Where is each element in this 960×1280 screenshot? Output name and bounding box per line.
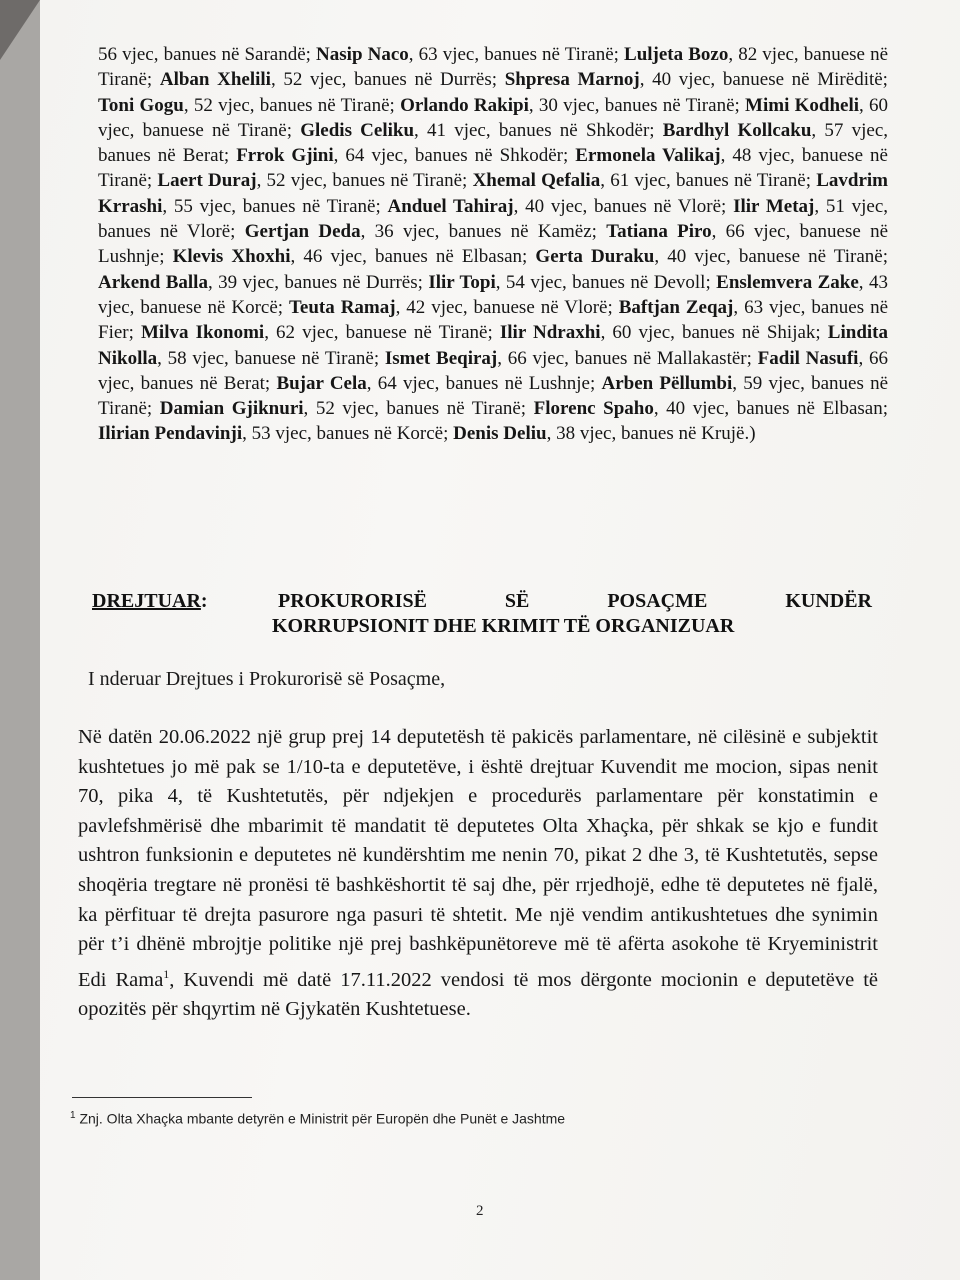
deputy-name: Arben Pëllumbi xyxy=(601,372,733,394)
deputy-name: Damian Gjiknuri xyxy=(159,398,304,420)
deputy-name: Bujar Cela xyxy=(276,372,367,394)
deputy-name: Teuta Ramaj xyxy=(289,296,396,318)
body-text-continued: , Kuvendi më datë 17.11.2022 vendosi të mos dërgonte mocionin e deputetëve të opozitës për shqyrtim në Gjykatën Kushtetuese. xyxy=(78,968,878,1021)
body-text: Në datën 20.06.2022 një grup prej 14 deputetësh të pakicës parlamentare, në cilësinë e subjektit kushtetues jo më pak se 1/10-ta e deputetëve, i është drejtuar Kuvendit me mocion, sipas nenit 70, pika 4, të Kushtetutës, për ndjekjen e procedurës parlamentare për konstatimin e pavlefshmërisë dhe mbarimit të mandatit të deputetes Olta Xhaçka, për shkak se kjo e fundit ushtron funksionin e deputetes në kundërshtim me nenin 70, pikat 2 dhe 3, të Kushtetutës, sepse shoqëria tregtare në pronësi të bashkëshortit të saj dhe, për rrjedhojë, edhe të deputetes në fjalë, ka përfituar të drejta pasurore nga pasuri të shtetit. Me një vendim antikushtetues dhe synimin për t’i dhënë mbrojtje politike një prej bashkëpunëtoreve më të afërta asokohe të Kryeministrit Edi Rama xyxy=(78,726,878,991)
document-page xyxy=(40,0,960,1280)
deputy-name: Ilir Ndraxhi xyxy=(499,322,601,344)
deputy-details: , 40 vjec, banuese në Tiranë; xyxy=(654,246,889,268)
deputy-details: , 64 vjec, banues në Shkodër; xyxy=(333,145,576,167)
deputy-name: Florenc Spaho xyxy=(533,398,654,420)
deputy-details: , 52 vjec, banues në Tiranë; xyxy=(303,398,534,420)
deputy-name: Frrok Gjini xyxy=(236,145,334,167)
deputy-name: Klevis Xhoxhi xyxy=(172,246,291,268)
deputy-name: Bardhyl Kollcaku xyxy=(662,119,812,141)
deputy-details: , 62 vjec, banuese në Tiranë; xyxy=(264,322,500,344)
deputy-name: Mimi Kodheli xyxy=(745,94,860,116)
deputy-name: Laert Duraj xyxy=(157,170,257,192)
addressee-word: PROKURORISË xyxy=(278,590,427,612)
addressee-line2: KORRUPSIONIT DHE KRIMIT TË ORGANIZUAR xyxy=(272,615,735,637)
deputy-details: , 53 vjec, banues në Korcë; xyxy=(242,423,454,445)
deputy-name: Milva Ikonomi xyxy=(140,322,265,344)
footnote-marker: 1 xyxy=(70,1110,76,1121)
footnote-reference: 1 xyxy=(163,966,170,981)
deputy-name: Baftjan Zeqaj xyxy=(618,296,734,318)
deputy-name: Gledis Celiku xyxy=(300,119,415,141)
deputy-details: , 55 vjec, banues në Tiranë; xyxy=(162,195,388,217)
deputy-details: , 48 vjec, banuese në Tiranë; xyxy=(98,145,888,192)
deputy-name: Anduel Tahiraj xyxy=(387,195,514,217)
deputy-details: , 66 vjec, banues në Mallakastër; xyxy=(497,347,758,369)
footnote-divider xyxy=(72,1097,252,1098)
deputy-name: Lavdrim Krrashi xyxy=(98,170,888,217)
deputies-list xyxy=(98,42,888,447)
deputy-details: , 52 vjec, banues në Durrës; xyxy=(270,69,505,91)
deputy-details: , 41 vjec, banues në Shkodër; xyxy=(414,119,663,141)
deputy-details: , 63 vjec, banues në Tiranë; xyxy=(408,44,625,65)
salutation: I nderuar Drejtues i Prokurorisë së Posaçme, xyxy=(88,668,446,690)
deputy-details: , 46 vjec, banues në Elbasan; xyxy=(290,246,536,268)
deputy-details: , 42 vjec, banuese në Vlorë; xyxy=(395,296,619,318)
deputy-details: , 54 vjec, banues në Devoll; xyxy=(495,271,717,293)
deputy-name: Fadil Nasufi xyxy=(757,347,859,369)
deputy-details: , 60 vjec, banuese në Tiranë; xyxy=(98,94,889,141)
deputy-name: Ilirian Pendavinji xyxy=(98,423,243,445)
addressee-word: KUNDËR xyxy=(785,590,872,612)
deputy-details: , 40 vjec, banues në Elbasan; xyxy=(653,398,888,420)
list-start-text: 56 vjec, banues në Sarandë; xyxy=(98,44,317,65)
addressee-word: POSAÇME xyxy=(607,590,708,612)
deputy-details: , 66 vjec, banuese në Lushnje; xyxy=(98,221,889,268)
deputy-details: , 60 vjec, banues në Shijak; xyxy=(600,322,828,344)
deputy-details: , 40 vjec, banues në Vlorë; xyxy=(513,195,734,217)
deputy-name: Shpresa Marnoj xyxy=(504,69,640,91)
addressee-label: DREJTUAR xyxy=(92,590,201,612)
addressee-colon: : xyxy=(200,590,208,612)
deputy-name: Tatiana Piro xyxy=(606,221,712,243)
deputy-name: Ermonela Valikaj xyxy=(575,145,721,167)
deputy-name: Gertjan Deda xyxy=(244,221,361,243)
deputy-details: , 43 vjec, banuese në Korcë; xyxy=(98,271,888,318)
deputy-name: Gerta Duraku xyxy=(535,246,655,268)
deputy-name: Arkend Balla xyxy=(98,271,208,293)
page-number: 2 xyxy=(476,1203,484,1219)
deputy-name: Ismet Beqiraj xyxy=(384,347,498,369)
deputy-name: Enslemvera Zake xyxy=(716,271,859,293)
deputy-details: , 63 vjec, banues në Fier; xyxy=(98,296,889,344)
deputy-details: , 58 vjec, banuese në Tiranë; xyxy=(157,347,385,369)
addressee-word: SË xyxy=(504,590,530,612)
deputy-name: Ilir Metaj xyxy=(733,195,815,217)
deputy-name: Ilir Topi xyxy=(428,271,496,293)
deputy-details: , 57 vjec, banues në Berat; xyxy=(98,119,888,167)
deputy-name: Lindita Nikolla xyxy=(98,322,888,369)
deputy-details: , 30 vjec, banues në Tiranë; xyxy=(528,94,746,116)
deputy-details: , 39 vjec, banues në Durrës; xyxy=(207,271,429,293)
deputy-details: , 59 vjec, banues në Tiranë; xyxy=(98,372,889,420)
deputy-details: , 52 vjec, banues në Tiranë; xyxy=(256,170,473,192)
body-paragraph xyxy=(78,723,878,1025)
folded-corner xyxy=(0,0,40,60)
footnote-text: Znj. Olta Xhaçka mbante detyrën e Ministrit për Europën dhe Punët e Jashtme xyxy=(75,1110,566,1127)
deputy-details: , 51 vjec, banues në Vlorë; xyxy=(98,195,889,243)
deputy-details: , 38 vjec, banues në Krujë.) xyxy=(546,423,756,445)
deputy-name: Luljeta Bozo xyxy=(624,44,729,65)
deputy-details: , 61 vjec, banues në Tiranë; xyxy=(600,170,817,192)
deputy-name: Xhemal Qefalia xyxy=(472,170,601,192)
deputy-name: Orlando Rakipi xyxy=(400,94,529,116)
deputy-name: Denis Deliu xyxy=(453,423,547,445)
deputy-details: , 64 vjec, banues në Lushnje; xyxy=(366,372,602,394)
deputy-name: Toni Gogu xyxy=(98,94,184,116)
deputy-details: , 36 vjec, banues në Kamëz; xyxy=(360,221,607,243)
deputy-details: , 82 vjec, banuese në Tiranë; xyxy=(98,44,888,91)
deputy-details: , 40 vjec, banuese në Mirëditë; xyxy=(639,69,888,91)
deputy-name: Nasip Naco xyxy=(316,44,409,65)
deputy-details: , 66 vjec, banues në Berat; xyxy=(98,347,888,394)
deputy-details: , 52 vjec, banues në Tiranë; xyxy=(183,94,401,116)
footnote xyxy=(70,1110,565,1127)
deputy-name: Alban Xhelili xyxy=(159,69,271,91)
addressee-block xyxy=(92,590,872,638)
